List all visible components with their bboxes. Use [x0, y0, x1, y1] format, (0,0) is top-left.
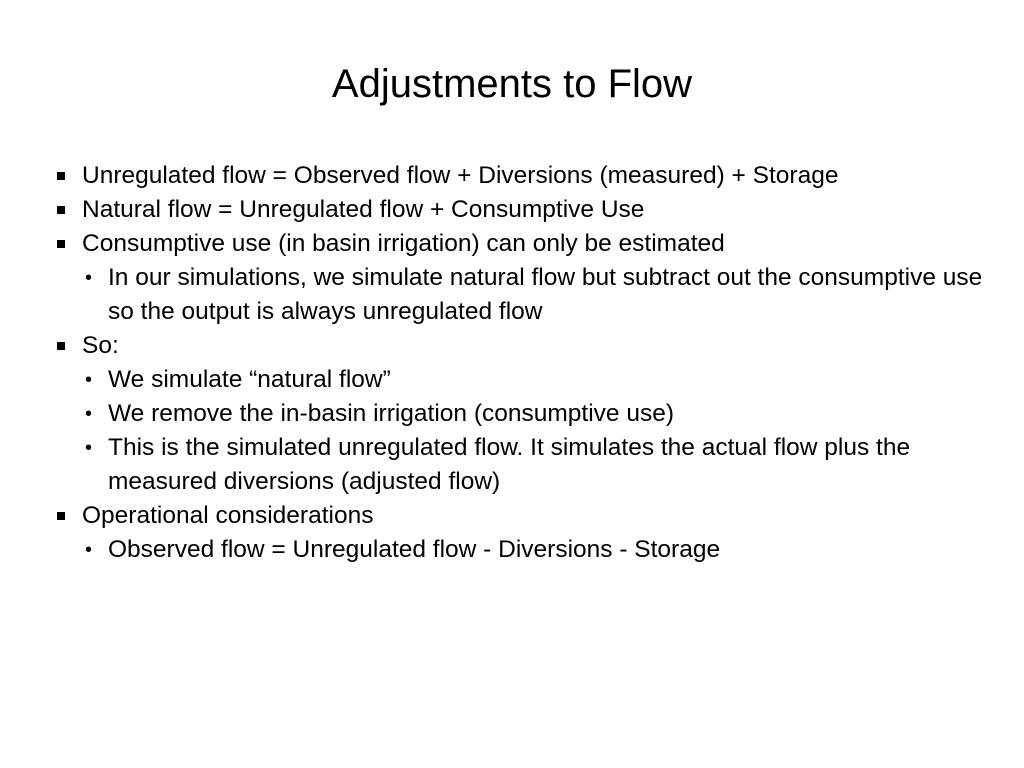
list-item — [56, 193, 986, 227]
square-bullet-icon — [57, 342, 65, 350]
sub-list-item-text: We simulate “natural flow” — [108, 366, 391, 393]
dot-bullet-icon: • — [85, 267, 93, 289]
list-item — [56, 227, 986, 261]
sub-list-item-text: This is the simulated unregulated flow. It simulates the actual flow plus the measured diversions (adjusted flow) — [108, 434, 911, 495]
list-item — [56, 159, 986, 193]
list-item-text: Unregulated flow = Observed flow + Diversions (measured) + Storage — [82, 162, 839, 189]
sub-list-item-text: In our simulations, we simulate natural flow but subtract out the consumptive use so the output is always unregulated flow — [108, 264, 983, 325]
list-item-text: Consumptive use (in basin irrigation) can only be estimated — [82, 230, 725, 257]
sub-list-item — [56, 431, 986, 499]
square-bullet-icon — [57, 512, 65, 520]
slide-title: Adjustments to Flow — [331, 62, 693, 106]
list-item-text: Operational considerations — [82, 502, 374, 529]
list-item-text: So: — [82, 332, 119, 359]
sub-list-item — [56, 533, 986, 567]
dot-bullet-icon: • — [85, 437, 93, 459]
dot-bullet-icon: • — [85, 403, 93, 425]
sub-list-item — [56, 397, 986, 431]
dot-bullet-icon: • — [85, 539, 93, 561]
bullet-list — [56, 159, 986, 567]
list-item-text: Natural flow = Unregulated flow + Consumptive Use — [82, 196, 645, 223]
sub-list-item — [56, 363, 986, 397]
sub-list-item — [56, 261, 986, 329]
sub-list-item-text: We remove the in-basin irrigation (consumptive use) — [108, 400, 675, 427]
list-item — [56, 329, 986, 363]
list-item — [56, 499, 986, 533]
square-bullet-icon — [57, 172, 65, 180]
square-bullet-icon — [57, 206, 65, 214]
dot-bullet-icon: • — [85, 369, 93, 391]
square-bullet-icon — [57, 240, 65, 248]
sub-list-item-text: Observed flow = Unregulated flow - Diversions - Storage — [108, 536, 721, 563]
